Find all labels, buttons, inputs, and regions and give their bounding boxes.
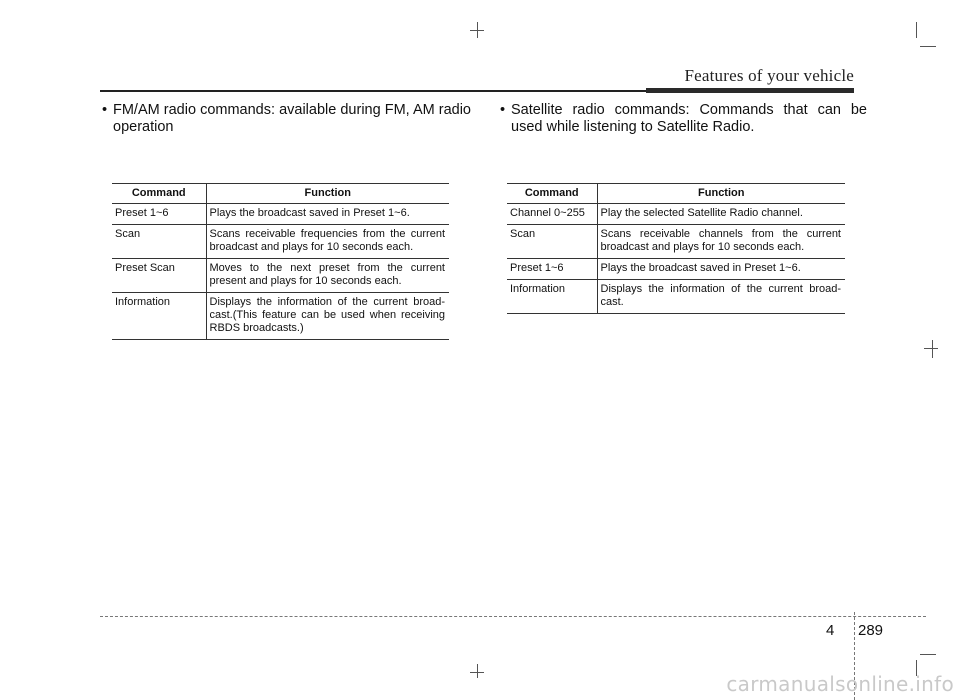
watermark: carmanualsonline.info [726, 672, 954, 696]
command-cell: Channel 0~255 [507, 204, 597, 225]
command-cell: Preset 1~6 [112, 204, 206, 225]
crop-mark-mid-right-h [924, 348, 938, 349]
crop-mark-top-right-h [920, 46, 936, 47]
crop-mark-bottom-center-h [470, 672, 484, 673]
table-row [112, 259, 449, 293]
column-header-command: Command [112, 184, 206, 204]
satellite-command-table [507, 183, 845, 314]
fm-am-bullet [102, 102, 471, 136]
page-number: 289 [858, 622, 884, 639]
function-cell: Scans receivable frequencies from the current broadcast and plays for 10 seconds each. [206, 225, 449, 259]
crop-mark-top-center-v [477, 22, 478, 38]
table-row [507, 225, 845, 259]
command-cell: Information [507, 280, 597, 314]
function-cell: Play the selected Satellite Radio channel. [597, 204, 845, 225]
crop-mark-bottom-right-h [920, 654, 936, 655]
crop-mark-top-right-v [916, 22, 917, 38]
header-rule [100, 90, 646, 92]
table-row [507, 280, 845, 314]
table-header-row [507, 184, 845, 204]
satellite-bullet-text: Satellite radio commands: Commands that can be used while listening to Satellite Radio. [511, 102, 867, 135]
column-header-command: Command [507, 184, 597, 204]
bullet-dot-icon: • [500, 102, 506, 118]
command-cell: Preset Scan [112, 259, 206, 293]
table-header-row [112, 184, 449, 204]
crop-mark-bottom-center-v [477, 664, 478, 678]
footer-rule [100, 616, 926, 617]
function-cell: Plays the broadcast saved in Preset 1~6. [206, 204, 449, 225]
column-header-function: Function [206, 184, 449, 204]
table-row [507, 259, 845, 280]
table-row [112, 204, 449, 225]
function-cell: Plays the broadcast saved in Preset 1~6. [597, 259, 845, 280]
function-cell: Scans receivable channels from the current broadcast and plays for 10 seconds each. [597, 225, 845, 259]
table-row [112, 225, 449, 259]
column-header-function: Function [597, 184, 845, 204]
function-cell: Moves to the next preset from the current present and plays for 10 seconds each. [206, 259, 449, 293]
command-cell: Information [112, 293, 206, 340]
fm-am-command-table [112, 183, 449, 340]
bullet-dot-icon: • [102, 102, 108, 118]
table-row [507, 204, 845, 225]
function-cell: Displays the information of the current broad-cast.(This feature can be used when receiving RBDS broadcasts.) [206, 293, 449, 340]
chapter-number: 4 [826, 622, 835, 639]
fm-am-bullet-text: FM/AM radio commands: available during FM, AM radio operation [113, 102, 471, 135]
function-cell: Displays the information of the current broad-cast. [597, 280, 845, 314]
command-cell: Scan [507, 225, 597, 259]
satellite-bullet [500, 102, 867, 136]
command-cell: Scan [112, 225, 206, 259]
header-bar [646, 88, 854, 93]
section-title: Features of your vehicle [684, 66, 854, 85]
table-row [112, 293, 449, 340]
crop-mark-mid-right-v [932, 340, 933, 358]
command-cell: Preset 1~6 [507, 259, 597, 280]
